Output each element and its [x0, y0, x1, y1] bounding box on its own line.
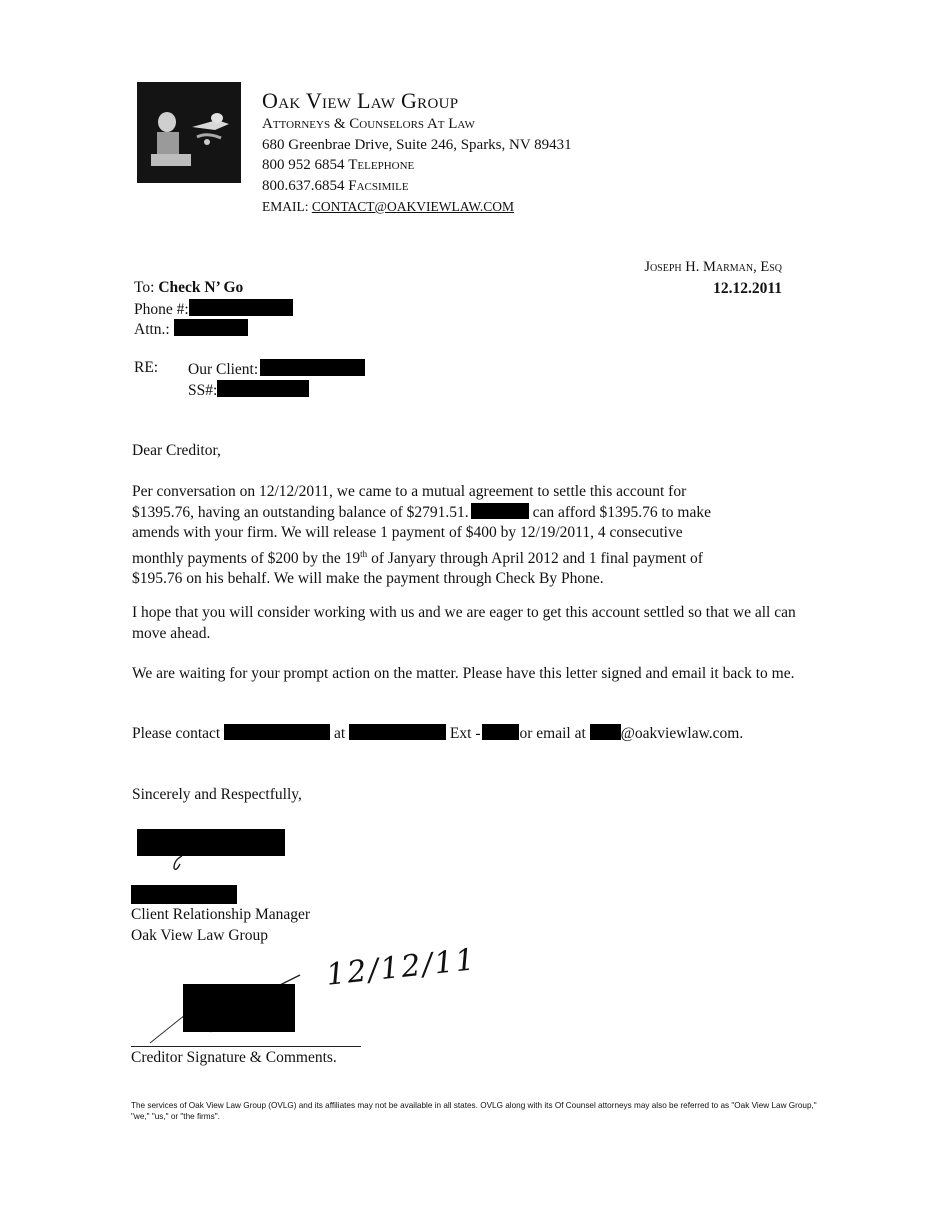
- attn-line: [134, 319, 248, 339]
- para1-line4a: monthly payments of $200 by the 19: [132, 549, 361, 567]
- to-label: To:: [134, 279, 155, 296]
- redaction-attn: [174, 319, 248, 336]
- para1-line3: amends with your firm. We will release 1 payment of $400 by 12/19/2011, 4 consecutive: [132, 524, 683, 541]
- paragraph-agreement: [132, 482, 812, 590]
- contact-or-email: or email at: [519, 725, 586, 742]
- client-label: Our Client:: [188, 361, 259, 378]
- para1-line4: [132, 544, 812, 570]
- firm-email: [262, 199, 514, 215]
- salutation: Dear Creditor,: [132, 442, 221, 459]
- contact-at: at: [333, 725, 346, 742]
- redaction-signer-name: [131, 885, 237, 904]
- para1-line2a: $1395.76, having an outstanding balance of $2791.51.: [132, 503, 469, 521]
- redaction-email-user: [590, 724, 621, 740]
- firm-fax: [262, 178, 409, 195]
- para1-line2: [132, 503, 812, 524]
- re-ss-line: [188, 380, 309, 400]
- telephone-number: 800 952 6854: [262, 157, 345, 173]
- firm-logo: [137, 82, 241, 183]
- logo-photo-graphic: [137, 82, 241, 183]
- footer-disclaimer: The services of Oak View Law Group (OVLG) and its affiliates may not be available in all states. OVLG along with its Of Counsel attorneys may also be referred to as "Oak View Law Group," "we," "us," or "the firms".: [131, 1101, 817, 1121]
- handwritten-date: 12/12/11: [324, 942, 479, 993]
- email-label: EMAIL:: [262, 199, 309, 214]
- phone-line: [134, 299, 293, 319]
- to-line: [134, 279, 243, 297]
- phone-label: Phone #:: [134, 301, 189, 318]
- para1-line4-sup: th: [360, 548, 368, 559]
- para1-line5: $195.76 on his behalf. We will make the payment through Check By Phone.: [132, 570, 604, 588]
- redaction-contact-phone: [349, 724, 446, 740]
- signer-title: Client Relationship Manager: [131, 906, 311, 923]
- redaction-ext: [482, 724, 519, 740]
- firm-subtitle: Attorneys & Counselors At Law: [262, 116, 475, 132]
- redaction-client: [260, 359, 365, 376]
- paragraph-hope: I hope that you will consider working with us and we are eager to get this account settled so that we all can move ahead.: [132, 604, 796, 642]
- telephone-label: Telephone: [348, 157, 415, 173]
- signer-org: Oak View Law Group: [131, 927, 268, 944]
- firm-address: 680 Greenbrae Drive, Suite 246, Sparks, NV 89431: [262, 137, 572, 153]
- redaction-phone: [189, 299, 293, 316]
- para1-line4b: of Janyary through April 2012 and 1 final payment of: [367, 549, 703, 567]
- redaction-signature: [137, 829, 285, 856]
- email-link[interactable]: CONTACT@OAKVIEWLAW.COM: [311, 199, 515, 214]
- attn-label: Attn.:: [134, 321, 170, 338]
- attorney-name: Joseph H. Marman, Esq: [644, 259, 782, 275]
- re-client-line: [188, 359, 365, 379]
- para1-line1: Per conversation on 12/12/2011, we came to a mutual agreement to settle this account for: [132, 483, 687, 500]
- fax-number: 800.637.6854: [262, 178, 345, 194]
- letter-date: 12.12.2011: [713, 280, 782, 297]
- para1-line2b: can afford $1395.76 to make: [532, 503, 711, 521]
- redaction-creditor-signature: [183, 984, 295, 1032]
- closing: Sincerely and Respectfully,: [132, 786, 302, 803]
- signature-line: [131, 1046, 361, 1047]
- ss-label: SS#:: [188, 382, 218, 399]
- firm-name: Oak View Law Group: [262, 88, 459, 113]
- contact-email-domain: @oakviewlaw.com.: [620, 725, 744, 742]
- redaction-ss: [217, 380, 309, 397]
- redaction-contact-name: [224, 724, 330, 740]
- paragraph-waiting: We are waiting for your prompt action on the matter. Please have this letter signed and email it back to me.: [132, 665, 795, 682]
- creditor-signature-label: Creditor Signature & Comments.: [131, 1049, 337, 1066]
- firm-telephone: [262, 157, 414, 174]
- redaction-name: [471, 503, 529, 519]
- contact-ext: Ext -: [449, 725, 481, 742]
- fax-label: Facsimile: [348, 178, 409, 194]
- to-value: Check N’ Go: [158, 279, 244, 296]
- re-label: RE:: [134, 359, 159, 376]
- contact-prefix: Please contact: [132, 725, 221, 742]
- paragraph-contact: [132, 724, 822, 745]
- signature-mark: [168, 854, 188, 874]
